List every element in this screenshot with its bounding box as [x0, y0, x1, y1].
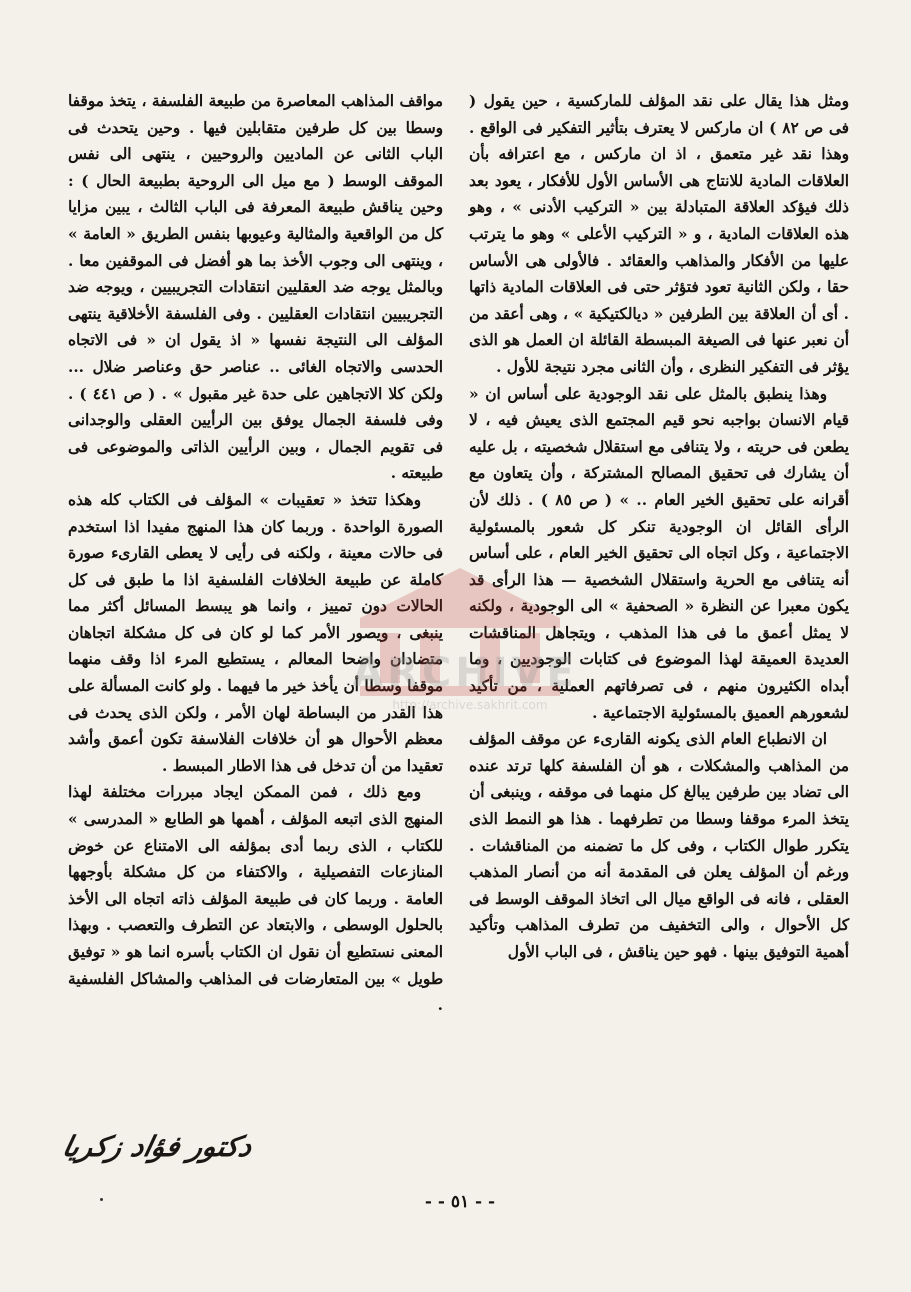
page-number: - - ٥١ - - — [424, 1192, 496, 1212]
paragraph: ان الانطباع العام الذى يكونه القارىء عن موقف المؤلف من المذاهب والمشكلات ، هو أن الفلسفة كلها ترتد عنده الى تضاد بين طرفين يبالغ كل منهما فى موقفه ، وينبغى أن يتخذ المرء موقفا وسطا من تطرفهما . هذا هو النمط الذى يتكرر طوال الكتاب ، وفى كل ما تضمنه من المناقشات . ورغم أن المؤلف يعلن فى المقدمة أنه من أنصار المذهب العقلى ، فانه فى الواقع ميال الى اتخاذ الموقف الوسط فى كل الأحوال ، والى التخفيف من تطرف المذاهب وتأكيد أهمية التوفيق بينها . فهو حين يناقش ، فى الباب الأول — [469, 730, 849, 961]
paragraph: ومثل هذا يقال على نقد المؤلف للماركسية ، حين يقول ( فى ص ٨٢ ) ان ماركس لا يعترف بتأثير التفكير فى الواقع . وهذا نقد غير متعمق ، اذ ان ماركس ، مع اعترافه بأن العلاقات المادية للانتاج هى الأساس الأول للأفكار ، يعود بعد ذلك فيؤكد العلاقة المتبادلة بين « التركيب الأدنى » ، وهو هذه العلاقات المادية ، و « التركيب الأعلى » وهو ما يترتب عليها من الأفكار والمذاهب والعقائد . فالأولى هى الأساس حقا ، ولكن الثانية تعود فتؤثر حتى فى العلاقات المادية ذاتها . أى أن العلاقة بين الطرفين « ديالكتيكية » ، وهى أعقد من أن نعبر عنها فى الصيغة المبسطة القائلة ان العمل هو الذى يؤثر فى التفكير النظرى ، وأن الثانى مجرد نتيجة للأول . — [469, 92, 849, 376]
stray-mark — [100, 1198, 103, 1201]
text-column-right — [469, 88, 849, 966]
watermark-url: http://archive.sakhrit.com — [392, 698, 548, 712]
watermark-title: ARCHIVE — [352, 650, 578, 696]
paragraph: ومع ذلك ، فمن الممكن ايجاد مبررات مختلفة لهذا المنهج الذى اتبعه المؤلف ، أهمها هو الطابع « المدرسى » للكتاب ، الذى ربما أدى بمؤلفه الى الامتناع عن خوض المنازعات التفصيلية ، والاكتفاء من كل مشكلة بأوجهها العامة . وربما كان فى طبيعة المؤلف ذاته اتجاه الى الأخذ بالحلول الوسطى ، والابتعاد عن التطرف والتعصب . وبهذا المعنى نستطيع أن نقول ان الكتاب بأسره انما هو « توفيق طويل » بين المتعارضات فى المذاهب والمشاكل الفلسفية . — [68, 783, 443, 1015]
author-signature: دكتور فؤاد زكريا — [59, 1130, 255, 1163]
paragraph: مواقف المذاهب المعاصرة من طبيعة الفلسفة ، يتخذ موقفا وسطا بين كل طرفين متقابلين فيها . وحين يتحدث فى الباب الثانى عن الماديين والروحيين ، ينتهى الى نفس الموقف الوسط ( مع ميل الى الروحية بطبيعة الحال ) : وحين يناقش طبيعة المعرفة فى الباب الثالث ، يبين مزايا كل من الواقعية والمثالية وعيوبها بنفس الطريق « العامة » ، وينتهى الى وجوب الأخذ بما هو أفضل فى الموقفين معا . وبالمثل يوجه ضد العقليين انتقادات التجريبيين ، ويوجه ضد التجريبيين انتقادات العقليين . وفى الفلسفة الأخلاقية ينتهى المؤلف الى النتيجة نفسها « اذ يقول ان « فى الاتجاه الحدسى والاتجاه الغائى .. عناصر حق وعناصر ضلال ... ولكن كلا الاتجاهين على حدة غير مقبول » . ( ص ٤٤١ ) . وفى فلسفة الجمال يوفق بين الرأيين العقلى والوجدانى فى تقويم الجمال ، وبين الرأيين الذاتى والموضوعى فى طبيعته . — [68, 92, 444, 483]
text-column-left — [68, 88, 443, 1019]
paragraph: وهكذا تتخذ « تعقيبات » المؤلف فى الكتاب كله هذه الصورة الواحدة . وربما كان هذا المنهج مفيدا اذا استخدم فى حالات معينة ، ولكنه فى رأيى لا يعطى القارىء صورة كاملة عن طبيعة الخلافات الفلسفية اذا ما طبق فى كل الحالات دون تمييز ، وانما هو يبسط المسائل أكثر مما ينبغى ، ويصور الأمر كما لو كان فى كل مشكلة اتجاهان متضادان واضحا المعالم ، يستطيع المرء اذا وقف منهما موقفا وسطا أن يأخذ خير ما فيهما . ولو كانت المسألة على هذا القدر من البساطة لهان الأمر ، ولكن الذى يحدث فى معظم الأحوال هو أن خلافات الفلاسفة تكون أعمق وأشد تعقيدا من أن تدخل فى هذا الاطار المبسط . — [68, 490, 443, 775]
paragraph: وهذا ينطبق بالمثل على نقد الوجودية على أساس ان « قيام الانسان بواجبه نحو قيم المجتمع الذى يعيش فيه ، لا يطعن فى حريته ، ولا يتنافى مع استقلال شخصيته ، بل عليه أن يشارك فى تحقيق المصالح المشتركة ، وأن يتعاون مع أقرانه على تحقيق الخير العام .. » ( ص ٨٥ ) . ذلك لأن الرأى القائل ان الوجودية تنكر كل شعور بالمسئولية الاجتماعية ، وكل اتجاه الى تحقيق الخير العام ، على أساس أنه يتنافى مع الحرية واستقلال الشخصية — هذا الرأى قد يكون معبرا عن النظرة « الصحفية » الى الوجودية ، ولكنه لا يمثل أعمق ما فى هذا المذهب ، ويتجاهل المناقشات العديدة العميقة لهذا الموضوع فى كتابات الوجوديين ، وما أبداه الكثيرون منهم ، فى تصرفاتهم العملية ، من تأكيد لشعورهم العميق بالمسئولية الاجتماعية . — [469, 384, 850, 722]
